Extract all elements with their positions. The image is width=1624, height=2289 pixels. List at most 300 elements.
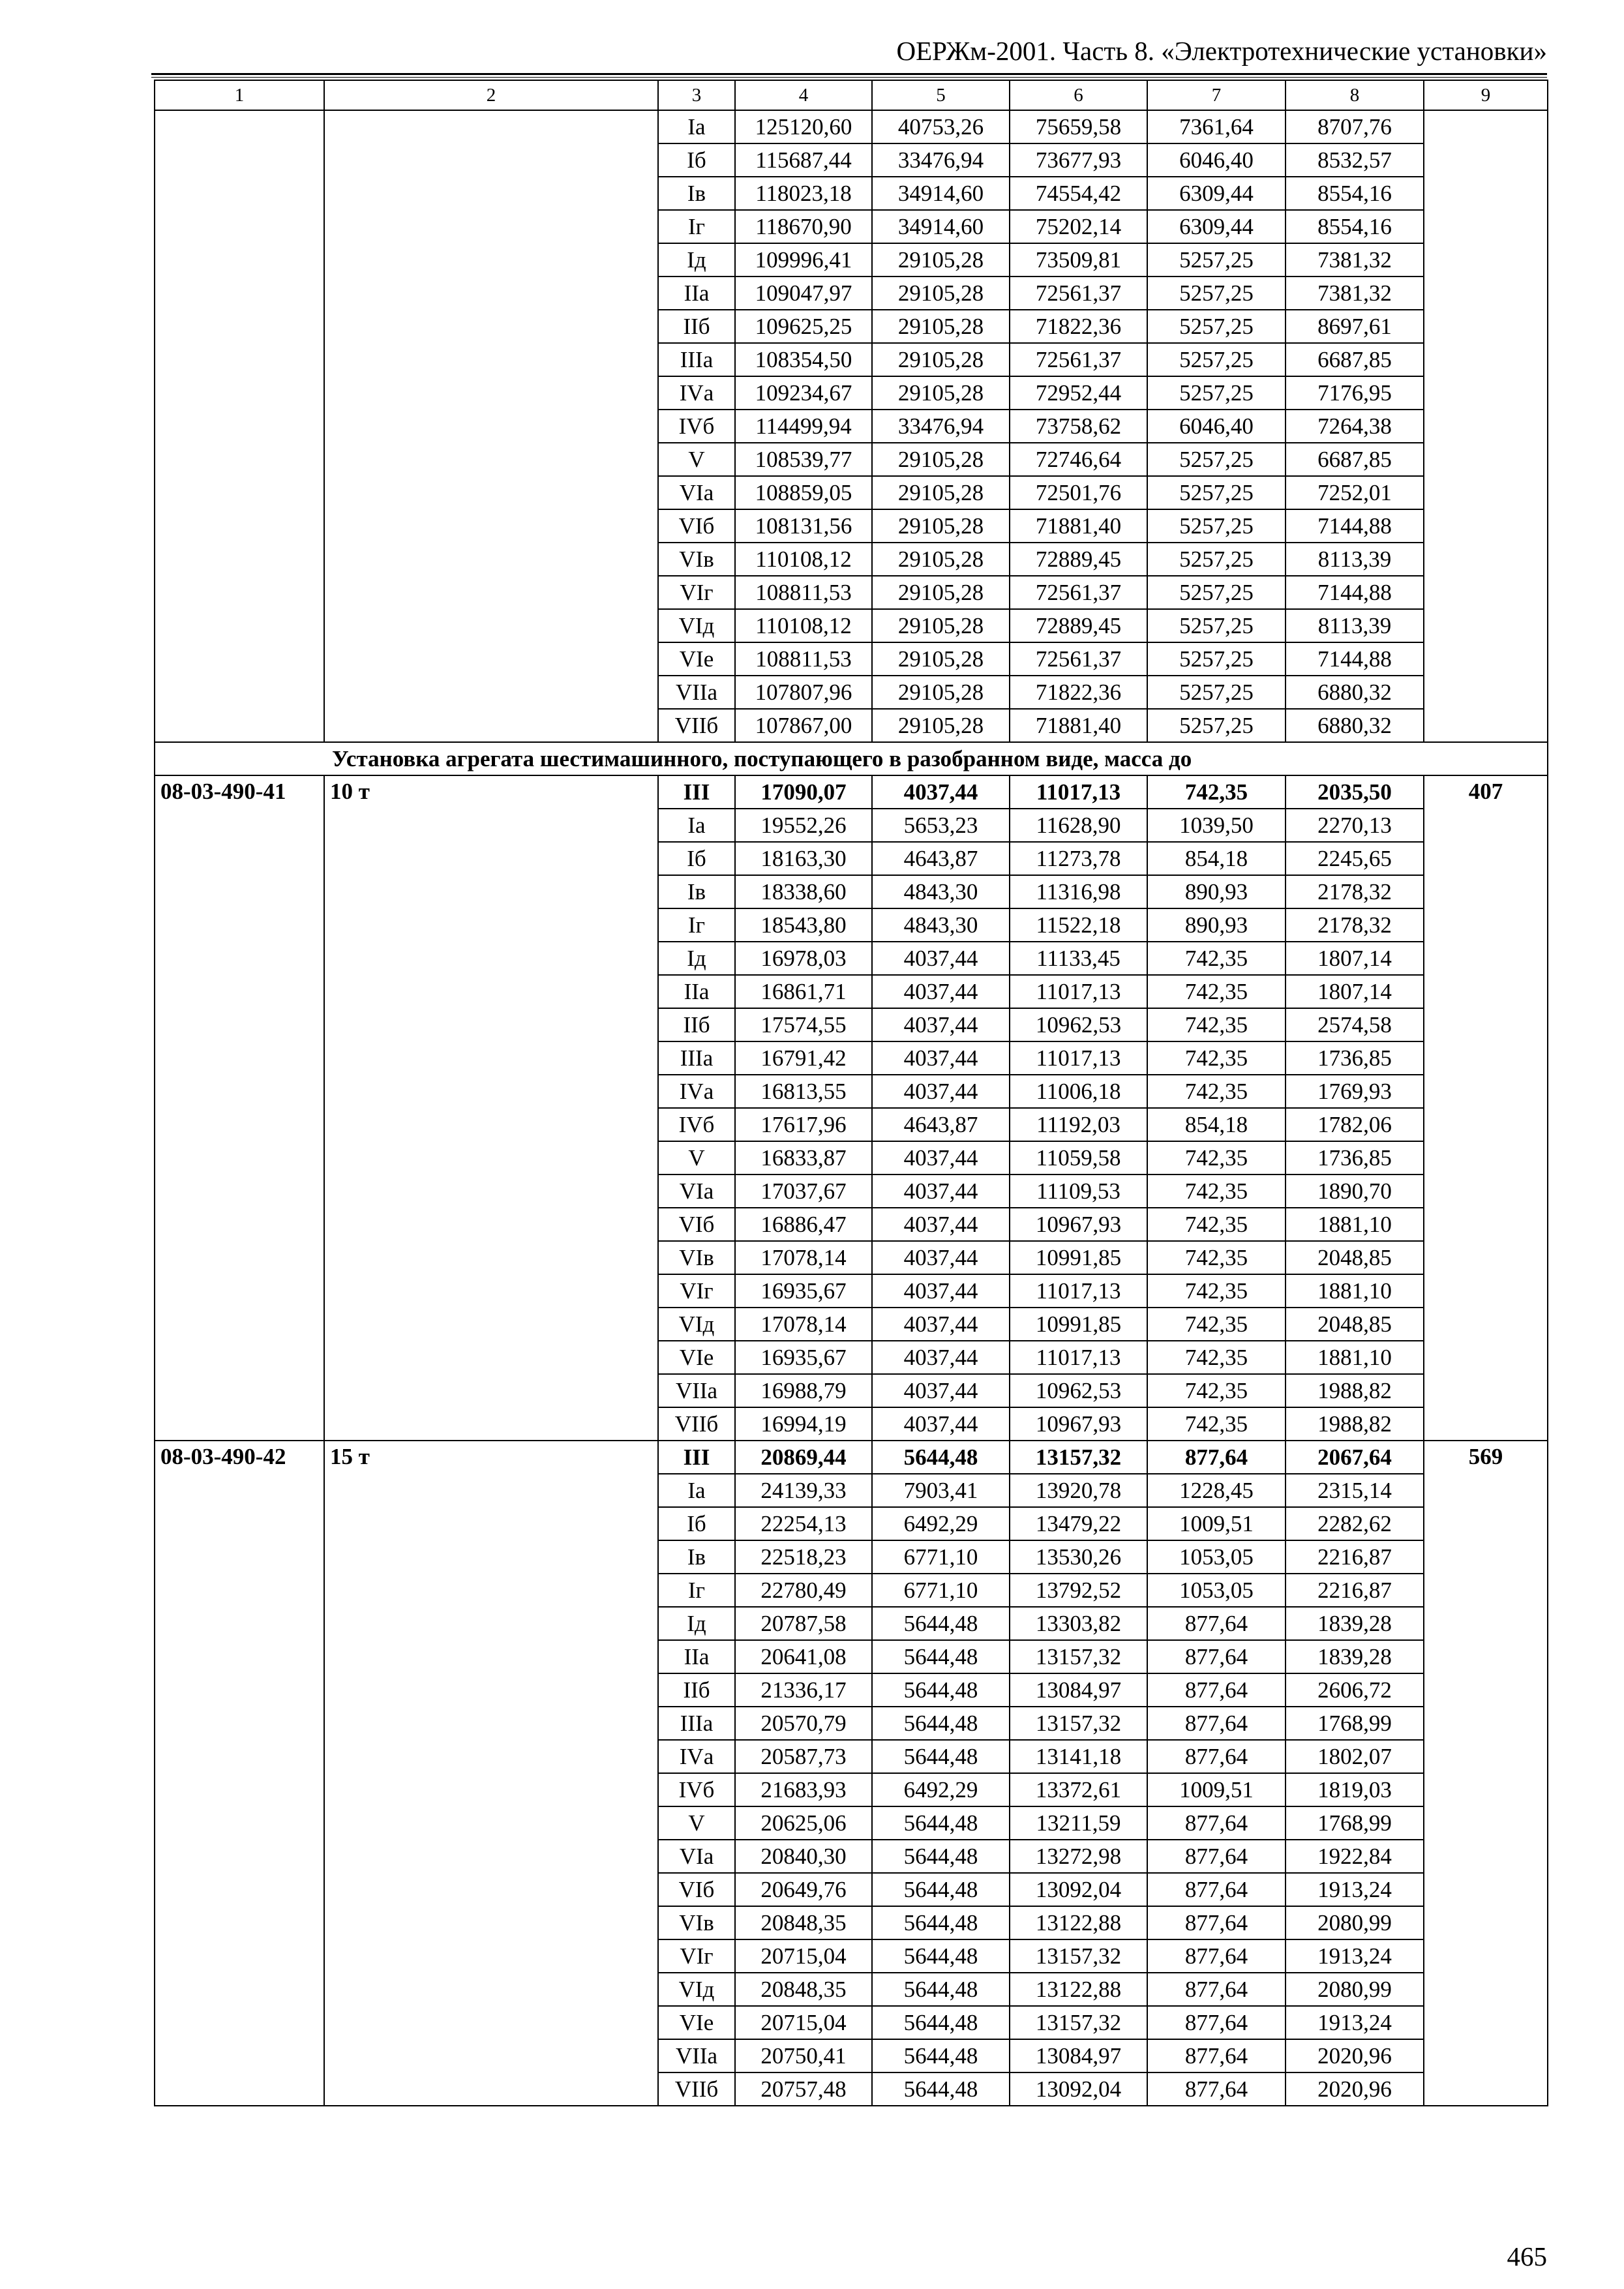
machinists-wages-cell: 742,35 [1147,1341,1286,1374]
machinists-wages-cell: 5257,25 [1147,609,1286,642]
total-cost-cell: 17078,14 [735,1308,872,1341]
machinists-wages-cell: 877,64 [1147,1873,1286,1906]
machinists-wages-cell: 5257,25 [1147,676,1286,709]
zone-cell: Iа [658,110,735,143]
total-cost-cell: 16935,67 [735,1341,872,1374]
machinists-wages-cell: 877,64 [1147,1673,1286,1707]
machines-cell: 13479,22 [1010,1507,1147,1540]
materials-cell: 7264,38 [1286,410,1424,443]
wages-cell: 4037,44 [872,1174,1010,1208]
zone-cell: VIд [658,1308,735,1341]
machines-cell: 11017,13 [1010,1041,1147,1075]
total-cost-cell: 109234,67 [735,376,872,410]
zone-cell: VIа [658,1840,735,1873]
machinists-wages-cell: 877,64 [1147,1640,1286,1673]
machinists-wages-cell: 742,35 [1147,975,1286,1008]
wages-cell: 29105,28 [872,676,1010,709]
machines-cell: 71822,36 [1010,676,1147,709]
total-cost-cell: 21336,17 [735,1673,872,1707]
wages-cell: 5644,48 [872,1906,1010,1939]
materials-cell: 2048,85 [1286,1308,1424,1341]
machinists-wages-cell: 1009,51 [1147,1773,1286,1806]
machinists-wages-cell: 5257,25 [1147,476,1286,509]
page-number: 465 [1507,2241,1547,2271]
wages-cell: 34914,60 [872,210,1010,243]
machines-cell: 13084,97 [1010,2039,1147,2072]
column-number: 3 [658,80,735,110]
machines-cell: 72561,37 [1010,343,1147,376]
wages-cell: 4843,30 [872,908,1010,942]
materials-cell: 8113,39 [1286,543,1424,576]
zone-cell: VIд [658,609,735,642]
wages-cell: 29105,28 [872,543,1010,576]
wages-cell: 4037,44 [872,1141,1010,1174]
zone-cell: Iб [658,842,735,875]
materials-cell: 2067,64 [1286,1441,1424,1474]
total-cost-cell: 114499,94 [735,410,872,443]
machines-cell: 74554,42 [1010,177,1147,210]
machinists-wages-cell: 5257,25 [1147,376,1286,410]
column-number: 6 [1010,80,1147,110]
machines-cell: 11059,58 [1010,1141,1147,1174]
materials-cell: 2035,50 [1286,775,1424,809]
machines-cell: 73677,93 [1010,143,1147,177]
machines-cell: 11192,03 [1010,1108,1147,1141]
machines-cell: 11522,18 [1010,908,1147,942]
materials-cell: 1913,24 [1286,1939,1424,1973]
machinists-wages-cell: 5257,25 [1147,277,1286,310]
total-cost-cell: 110108,12 [735,609,872,642]
machines-cell: 71822,36 [1010,310,1147,343]
machinists-wages-cell: 877,64 [1147,1939,1286,1973]
machinists-wages-cell: 877,64 [1147,2072,1286,2106]
wages-cell: 40753,26 [872,110,1010,143]
zone-cell: Iв [658,1540,735,1574]
wages-cell: 4037,44 [872,1208,1010,1241]
wages-cell: 5644,48 [872,1640,1010,1673]
total-cost-cell: 107867,00 [735,709,872,742]
wages-cell: 29105,28 [872,376,1010,410]
machinists-wages-cell: 5257,25 [1147,509,1286,543]
mass-cell: 15 т [324,1441,658,2106]
machinists-wages-cell: 6046,40 [1147,143,1286,177]
labor-cell [1424,110,1548,742]
zone-cell: III [658,1441,735,1474]
rate-code-cell: 08-03-490-42 [155,1441,324,2106]
machinists-wages-cell: 5257,25 [1147,443,1286,476]
wages-cell: 4037,44 [872,1407,1010,1441]
wages-cell: 4037,44 [872,942,1010,975]
materials-cell: 2216,87 [1286,1574,1424,1607]
materials-cell: 1881,10 [1286,1341,1424,1374]
total-cost-cell: 20641,08 [735,1640,872,1673]
zone-cell: VIе [658,642,735,676]
machinists-wages-cell: 742,35 [1147,1241,1286,1274]
column-number: 4 [735,80,872,110]
materials-cell: 1839,28 [1286,1607,1424,1640]
materials-cell: 2048,85 [1286,1241,1424,1274]
wages-cell: 5644,48 [872,1707,1010,1740]
materials-cell: 1922,84 [1286,1840,1424,1873]
machines-cell: 13272,98 [1010,1840,1147,1873]
zone-cell: Iг [658,908,735,942]
zone-cell: Iв [658,177,735,210]
zone-cell: Iб [658,143,735,177]
machinists-wages-cell: 5257,25 [1147,343,1286,376]
materials-cell: 7381,32 [1286,277,1424,310]
wages-cell: 29105,28 [872,310,1010,343]
machines-cell: 11017,13 [1010,975,1147,1008]
zone-cell: VIб [658,1208,735,1241]
materials-cell: 6880,32 [1286,676,1424,709]
column-number: 7 [1147,80,1286,110]
zone-cell: III [658,775,735,809]
machines-cell: 11628,90 [1010,809,1147,842]
wages-cell: 6771,10 [872,1574,1010,1607]
section-heading: Установка агрегата шестимашинного, поступающего в разобранном виде, масса до [332,746,1192,771]
machines-cell: 10967,93 [1010,1208,1147,1241]
wages-cell: 5644,48 [872,2039,1010,2072]
machines-cell: 72889,45 [1010,543,1147,576]
total-cost-cell: 21683,93 [735,1773,872,1806]
materials-cell: 1736,85 [1286,1141,1424,1174]
zone-cell: IVа [658,1075,735,1108]
total-cost-cell: 16886,47 [735,1208,872,1241]
machinists-wages-cell: 7361,64 [1147,110,1286,143]
machines-cell: 72746,64 [1010,443,1147,476]
machines-cell: 11017,13 [1010,775,1147,809]
total-cost-cell: 16988,79 [735,1374,872,1407]
materials-cell: 1913,24 [1286,1873,1424,1906]
wages-cell: 4643,87 [872,842,1010,875]
materials-cell: 8554,16 [1286,210,1424,243]
machines-cell: 72561,37 [1010,576,1147,609]
zone-cell: Iг [658,1574,735,1607]
wages-cell: 5644,48 [872,1740,1010,1773]
machinists-wages-cell: 877,64 [1147,1906,1286,1939]
materials-cell: 2080,99 [1286,1973,1424,2006]
machinists-wages-cell: 854,18 [1147,842,1286,875]
wages-cell: 5644,48 [872,1806,1010,1840]
column-number-row [155,80,1548,110]
section-heading-row [155,742,1548,775]
machines-cell: 72889,45 [1010,609,1147,642]
machinists-wages-cell: 877,64 [1147,1973,1286,2006]
machinists-wages-cell: 890,93 [1147,908,1286,942]
materials-cell: 2574,58 [1286,1008,1424,1041]
total-cost-cell: 20869,44 [735,1441,872,1474]
materials-cell: 1881,10 [1286,1274,1424,1308]
mass-cell: 10 т [324,775,658,1441]
machines-cell: 11006,18 [1010,1075,1147,1108]
materials-cell: 2216,87 [1286,1540,1424,1574]
materials-cell: 1988,82 [1286,1407,1424,1441]
machines-cell: 72561,37 [1010,642,1147,676]
wages-cell: 4037,44 [872,975,1010,1008]
rates-table-body [155,80,1548,2106]
page-header-title: ОЕРЖм-2001. Часть 8. «Электротехнические установки» [896,36,1547,66]
materials-cell: 8113,39 [1286,609,1424,642]
total-cost-cell: 20787,58 [735,1607,872,1640]
wages-cell: 4037,44 [872,1308,1010,1341]
zone-cell: IIб [658,310,735,343]
total-cost-cell: 108859,05 [735,476,872,509]
materials-cell: 7252,01 [1286,476,1424,509]
total-cost-cell: 17078,14 [735,1241,872,1274]
column-number: 9 [1424,80,1548,110]
machines-cell: 13157,32 [1010,2006,1147,2039]
total-cost-cell: 22518,23 [735,1540,872,1574]
rate-code-cell: 08-03-490-41 [155,775,324,1441]
wages-cell: 5653,23 [872,809,1010,842]
machinists-wages-cell: 877,64 [1147,1840,1286,1873]
machinists-wages-cell: 5257,25 [1147,310,1286,343]
machines-cell: 10967,93 [1010,1407,1147,1441]
zone-cell: VIв [658,1241,735,1274]
materials-cell: 2270,13 [1286,809,1424,842]
zone-cell: VIIб [658,709,735,742]
wages-cell: 6492,29 [872,1507,1010,1540]
wages-cell: 29105,28 [872,609,1010,642]
total-cost-cell: 109625,25 [735,310,872,343]
machines-cell: 11017,13 [1010,1274,1147,1308]
machinists-wages-cell: 5257,25 [1147,642,1286,676]
machinists-wages-cell: 890,93 [1147,875,1286,908]
total-cost-cell: 20848,35 [735,1973,872,2006]
machinists-wages-cell: 5257,25 [1147,709,1286,742]
materials-cell: 7144,88 [1286,642,1424,676]
total-cost-cell: 16935,67 [735,1274,872,1308]
wages-cell: 4643,87 [872,1108,1010,1141]
machines-cell: 75202,14 [1010,210,1147,243]
column-number: 2 [324,80,658,110]
total-cost-cell: 20757,48 [735,2072,872,2106]
machinists-wages-cell: 1228,45 [1147,1474,1286,1507]
machinists-wages-cell: 742,35 [1147,942,1286,975]
materials-cell: 1839,28 [1286,1640,1424,1673]
zone-cell: VIв [658,1906,735,1939]
wages-cell: 4037,44 [872,1241,1010,1274]
machinists-wages-cell: 6046,40 [1147,410,1286,443]
zone-cell: V [658,443,735,476]
machines-cell: 72952,44 [1010,376,1147,410]
section-heading-cell [155,742,1548,775]
total-cost-cell: 20570,79 [735,1707,872,1740]
zone-cell: VIг [658,576,735,609]
machines-cell: 13157,32 [1010,1441,1147,1474]
machinists-wages-cell: 742,35 [1147,1274,1286,1308]
machines-cell: 13920,78 [1010,1474,1147,1507]
zone-cell: VIг [658,1939,735,1973]
total-cost-cell: 19552,26 [735,809,872,842]
total-cost-cell: 22254,13 [735,1507,872,1540]
total-cost-cell: 16813,55 [735,1075,872,1108]
materials-cell: 6687,85 [1286,443,1424,476]
zone-cell: VIIа [658,2039,735,2072]
zone-cell: Iг [658,210,735,243]
rates-table-container [154,80,1547,2106]
machinists-wages-cell: 877,64 [1147,2039,1286,2072]
machinists-wages-cell: 1053,05 [1147,1540,1286,1574]
total-cost-cell: 20848,35 [735,1906,872,1939]
zone-cell: IVа [658,376,735,410]
machinists-wages-cell: 1039,50 [1147,809,1286,842]
column-number: 1 [155,80,324,110]
total-cost-cell: 110108,12 [735,543,872,576]
machines-cell: 13141,18 [1010,1740,1147,1773]
wages-cell: 4037,44 [872,1274,1010,1308]
machinists-wages-cell: 742,35 [1147,1041,1286,1075]
zone-cell: IIа [658,1640,735,1673]
zone-cell: IVб [658,1108,735,1141]
total-cost-cell: 17574,55 [735,1008,872,1041]
total-cost-cell: 16833,87 [735,1141,872,1174]
materials-cell: 1802,07 [1286,1740,1424,1773]
labor-cell: 407 [1424,775,1548,1441]
materials-cell: 1768,99 [1286,1806,1424,1840]
machines-cell: 10991,85 [1010,1308,1147,1341]
mass-cell [324,110,658,742]
zone-cell: VIд [658,1973,735,2006]
wages-cell: 33476,94 [872,143,1010,177]
machinists-wages-cell: 877,64 [1147,1707,1286,1740]
wages-cell: 5644,48 [872,2072,1010,2106]
total-cost-cell: 17090,07 [735,775,872,809]
machinists-wages-cell: 5257,25 [1147,543,1286,576]
machines-cell: 11109,53 [1010,1174,1147,1208]
zone-cell: IIIа [658,1707,735,1740]
wages-cell: 4037,44 [872,1008,1010,1041]
zone-cell: IIб [658,1008,735,1041]
wages-cell: 4037,44 [872,1341,1010,1374]
zone-cell: Iа [658,1474,735,1507]
materials-cell: 7176,95 [1286,376,1424,410]
zone-cell: Iв [658,875,735,908]
materials-cell: 2178,32 [1286,875,1424,908]
materials-cell: 1807,14 [1286,942,1424,975]
total-cost-cell: 18163,30 [735,842,872,875]
materials-cell: 7144,88 [1286,576,1424,609]
materials-cell: 2315,14 [1286,1474,1424,1507]
machinists-wages-cell: 1009,51 [1147,1507,1286,1540]
total-cost-cell: 115687,44 [735,143,872,177]
machines-cell: 10962,53 [1010,1374,1147,1407]
machinists-wages-cell: 877,64 [1147,2006,1286,2039]
total-cost-cell: 20587,73 [735,1740,872,1773]
total-cost-cell: 125120,60 [735,110,872,143]
total-cost-cell: 20750,41 [735,2039,872,2072]
machines-cell: 10962,53 [1010,1008,1147,1041]
materials-cell: 2178,32 [1286,908,1424,942]
wages-cell: 5644,48 [872,1607,1010,1640]
total-cost-cell: 109047,97 [735,277,872,310]
machines-cell: 13372,61 [1010,1773,1147,1806]
wages-cell: 5644,48 [872,1673,1010,1707]
labor-cell: 569 [1424,1441,1548,2106]
machinists-wages-cell: 742,35 [1147,1308,1286,1341]
wages-cell: 5644,48 [872,2006,1010,2039]
rates-table [154,80,1548,2106]
machines-cell: 11273,78 [1010,842,1147,875]
materials-cell: 1881,10 [1286,1208,1424,1241]
machines-cell: 13792,52 [1010,1574,1147,1607]
column-number: 5 [872,80,1010,110]
total-cost-cell: 108539,77 [735,443,872,476]
machines-cell: 13122,88 [1010,1973,1147,2006]
wages-cell: 4037,44 [872,1374,1010,1407]
wages-cell: 29105,28 [872,576,1010,609]
zone-cell: VIа [658,1174,735,1208]
machines-cell: 75659,58 [1010,110,1147,143]
table-row [155,775,1548,809]
materials-cell: 2245,65 [1286,842,1424,875]
materials-cell: 1782,06 [1286,1108,1424,1141]
total-cost-cell: 16994,19 [735,1407,872,1441]
machinists-wages-cell: 877,64 [1147,1441,1286,1474]
wages-cell: 33476,94 [872,410,1010,443]
zone-cell: IVб [658,1773,735,1806]
machines-cell: 73509,81 [1010,243,1147,277]
zone-cell: VIIа [658,1374,735,1407]
zone-cell: IVа [658,1740,735,1773]
materials-cell: 2282,62 [1286,1507,1424,1540]
materials-cell: 1769,93 [1286,1075,1424,1108]
total-cost-cell: 108811,53 [735,576,872,609]
machines-cell: 72561,37 [1010,277,1147,310]
machines-cell: 13092,04 [1010,2072,1147,2106]
table-row [155,1441,1548,1474]
zone-cell: VIг [658,1274,735,1308]
machinists-wages-cell: 5257,25 [1147,243,1286,277]
materials-cell: 6880,32 [1286,709,1424,742]
total-cost-cell: 118023,18 [735,177,872,210]
zone-cell: VIIб [658,1407,735,1441]
materials-cell: 2606,72 [1286,1673,1424,1707]
total-cost-cell: 18543,80 [735,908,872,942]
machinists-wages-cell: 742,35 [1147,1374,1286,1407]
materials-cell: 7381,32 [1286,243,1424,277]
machinists-wages-cell: 742,35 [1147,1174,1286,1208]
machines-cell: 13092,04 [1010,1873,1147,1906]
machinists-wages-cell: 854,18 [1147,1108,1286,1141]
rate-code-cell [155,110,324,742]
machines-cell: 73758,62 [1010,410,1147,443]
zone-cell: VIе [658,1341,735,1374]
zone-cell: VIб [658,1873,735,1906]
total-cost-cell: 108811,53 [735,642,872,676]
materials-cell: 1807,14 [1286,975,1424,1008]
machines-cell: 11133,45 [1010,942,1147,975]
wages-cell: 5644,48 [872,1973,1010,2006]
machines-cell: 71881,40 [1010,509,1147,543]
machines-cell: 13157,32 [1010,1640,1147,1673]
materials-cell: 8697,61 [1286,310,1424,343]
column-number: 8 [1286,80,1424,110]
machines-cell: 10991,85 [1010,1241,1147,1274]
materials-cell: 8554,16 [1286,177,1424,210]
machinists-wages-cell: 742,35 [1147,1141,1286,1174]
zone-cell: IIб [658,1673,735,1707]
total-cost-cell: 18338,60 [735,875,872,908]
zone-cell: VIIа [658,676,735,709]
total-cost-cell: 20625,06 [735,1806,872,1840]
table-row [155,110,1548,143]
zone-cell: IIа [658,975,735,1008]
total-cost-cell: 107807,96 [735,676,872,709]
zone-cell: IVб [658,410,735,443]
zone-cell: Iа [658,809,735,842]
machines-cell: 11017,13 [1010,1341,1147,1374]
